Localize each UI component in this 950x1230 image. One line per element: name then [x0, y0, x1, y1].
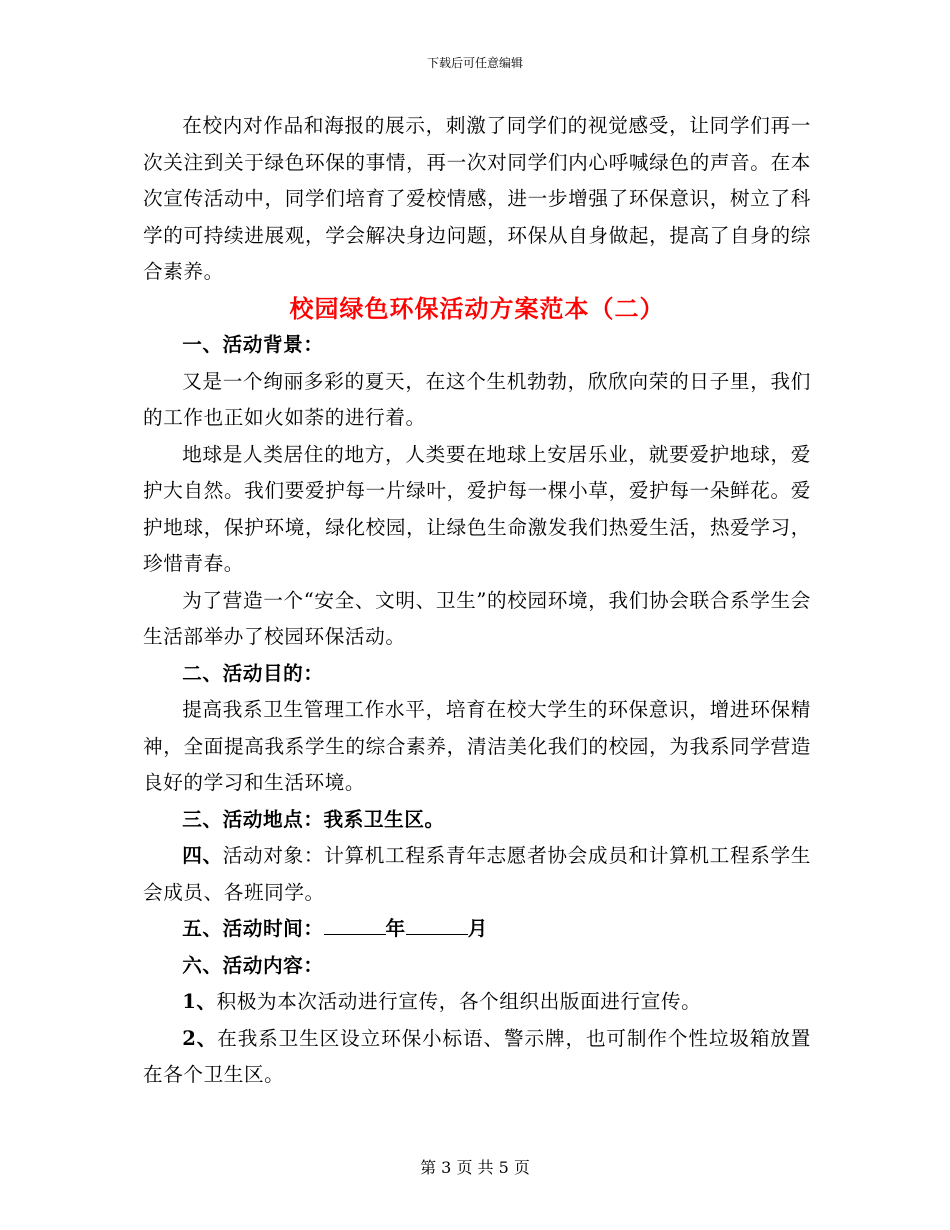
purpose-paragraph: 提高我系卫生管理工作水平，培育在校大学生的环保意识，增进环保精神，全面提高我系学生的综合素养，清洁美化我们的校园，为我系同学营造良好的学习和生活环境。 — [143, 698, 811, 794]
target-label: 四、 — [182, 844, 223, 867]
page-footer: 第 3 页 共 5 页 — [420, 1158, 530, 1177]
year-blank — [324, 916, 386, 935]
document-body — [143, 108, 811, 1094]
content-item-number: 1、 — [182, 990, 217, 1013]
content-item-text: 在我系卫生区设立环保小标语、警示牌，也可制作个性垃圾箱放置在各个卫生区。 — [143, 1026, 811, 1086]
target-line — [143, 838, 811, 911]
background-paragraph-3: 为了营造一个“安全、文明、卫生”的校园环境，我们协会联合系学生会生活部举办了校园环保活动。 — [143, 588, 811, 648]
time-label: 五、活动时间： — [182, 917, 324, 940]
location-line: 三、活动地点：我系卫生区。 — [182, 807, 445, 831]
content-item-2 — [143, 1021, 811, 1094]
month-blank — [406, 916, 468, 935]
time-line — [143, 911, 811, 948]
section-title: 校园绿色环保活动方案范本（二） — [289, 293, 665, 323]
background-paragraph-1: 又是一个绚丽多彩的夏天，在这个生机勃勃，欣欣向荣的日子里，我们的工作也正如火如荼的进行着。 — [143, 369, 811, 429]
background-heading: 一、活动背景： — [182, 333, 324, 356]
content-item-number: 2、 — [182, 1026, 218, 1050]
intro-paragraph: 在校内对作品和海报的展示，刺激了同学们的视觉感受，让同学们再一次关注到关于绿色环保的事情，再一次对同学们内心呼喊绿色的声音。在本次宣传活动中，同学们培育了爱校情感，进一步增强了环保意识，树立了科学的可持续进展观，学会解决身边问题，环保从自身做起，提高了自身的综合素养。 — [143, 114, 811, 283]
purpose-heading: 二、活动目的： — [182, 661, 324, 685]
target-text: 活动对象：计算机工程系青年志愿者协会成员和计算机工程系学生会成员、各班同学。 — [143, 844, 811, 904]
year-label: 年 — [385, 917, 406, 940]
content-item-text: 积极为本次活动进行宣传，各个组织出版面进行宣传。 — [216, 990, 702, 1013]
background-paragraph-2: 地球是人类居住的地方，人类要在地球上安居乐业，就要爱护地球，爱护大自然。我们要爱护每一片绿叶，爱护每一棵小草，爱护每一朵鲜花。爱护地球，保护环境，绿化校园，让绿色生命激发我们热爱生活，热爱学习，珍惜青春。 — [143, 442, 811, 575]
header-note: 下载后可任意编辑 — [426, 56, 523, 70]
month-label: 月 — [467, 917, 488, 940]
content-item-1 — [143, 984, 811, 1021]
content-heading: 六、活动内容： — [182, 953, 324, 977]
